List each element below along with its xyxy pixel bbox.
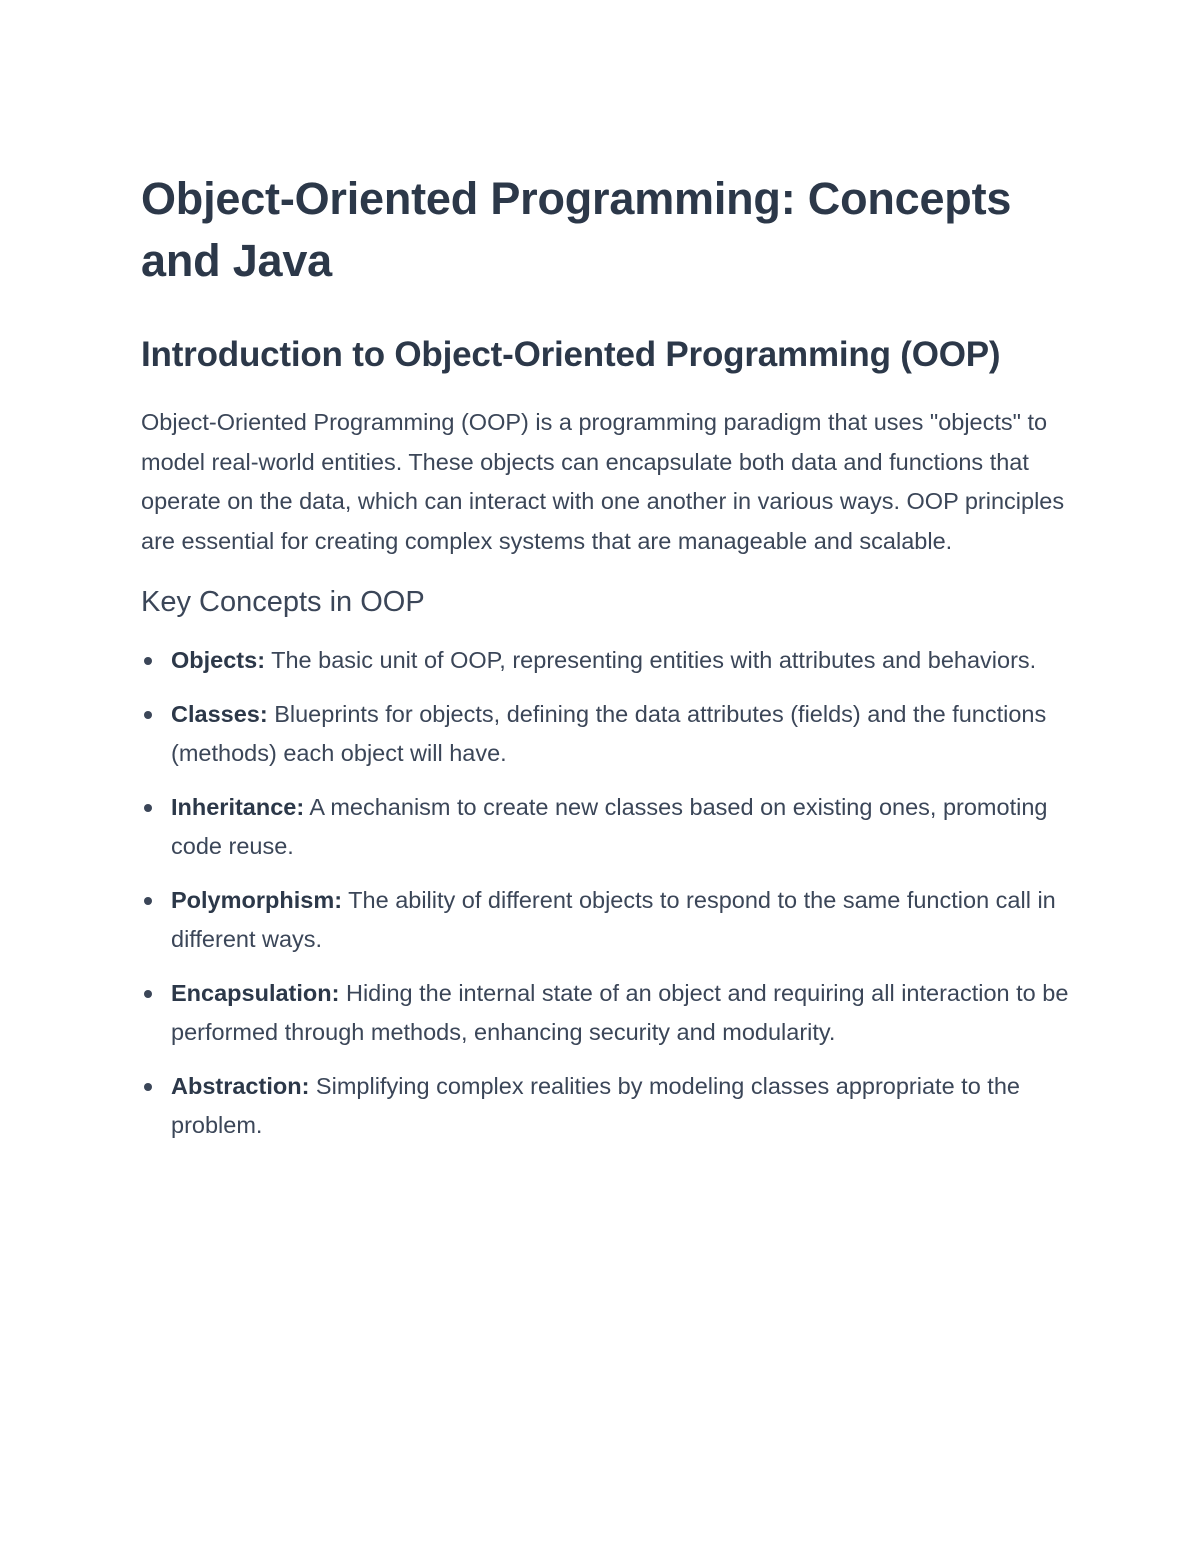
list-item [141, 695, 1071, 774]
bullet-icon [144, 1083, 152, 1091]
section-heading: Introduction to Object-Oriented Programming (OOP) [141, 335, 1001, 374]
concept-description: A mechanism to create new classes based on existing ones, promoting code reuse. [171, 793, 1048, 859]
concept-term: Inheritance [171, 793, 297, 820]
concept-term: Polymorphism [171, 886, 335, 913]
concept-term: Classes [171, 700, 260, 727]
concept-term: Objects [171, 647, 258, 673]
bullet-icon [144, 804, 152, 812]
concept-term: Abstraction [171, 1072, 302, 1099]
concept-separator: : [334, 886, 343, 913]
document-page [141, 168, 1071, 1160]
list-item [141, 974, 1071, 1053]
bullet-icon [144, 711, 152, 719]
bullet-icon [144, 897, 152, 905]
concept-term: Encapsulation [171, 979, 332, 1006]
concept-description: Blueprints for objects, defining the data attributes (fields) and the functions (methods) each object will have. [171, 700, 1047, 766]
list-item [141, 881, 1071, 960]
concept-description: Simplifying complex realities by modeling classes appropriate to the problem. [171, 1072, 1020, 1138]
intro-paragraph: Object-Oriented Programming (OOP) is a programming paradigm that uses "objects" to model real-world entities. These objects can encapsulate both data and functions that operate on the data, which can interact with one another in various ways. OOP principles are essential for creating complex systems that are manageable and scalable. [141, 409, 1065, 554]
list-item [141, 788, 1071, 867]
subsection-heading: Key Concepts in OOP [141, 586, 425, 618]
concept-separator: : [331, 979, 340, 1006]
concept-description: Hiding the internal state of an object and requiring all interaction to be performed through methods, enhancing security and modularity. [171, 979, 1069, 1045]
bullet-icon [144, 657, 152, 665]
list-item [141, 1067, 1071, 1146]
concepts-list [141, 641, 1071, 1146]
concept-separator: : [257, 647, 266, 673]
concept-separator: : [259, 700, 268, 727]
concept-description: The ability of different objects to respond to the same function call in different ways. [171, 886, 1056, 952]
concept-separator: : [301, 1072, 310, 1099]
concept-description: The basic unit of OOP, representing entities with attributes and behaviors. [265, 647, 1037, 673]
bullet-icon [144, 990, 152, 998]
list-item [141, 641, 1071, 681]
concept-separator: : [296, 793, 305, 820]
document-title: Object-Oriented Programming: Concepts and Java [141, 173, 1012, 286]
